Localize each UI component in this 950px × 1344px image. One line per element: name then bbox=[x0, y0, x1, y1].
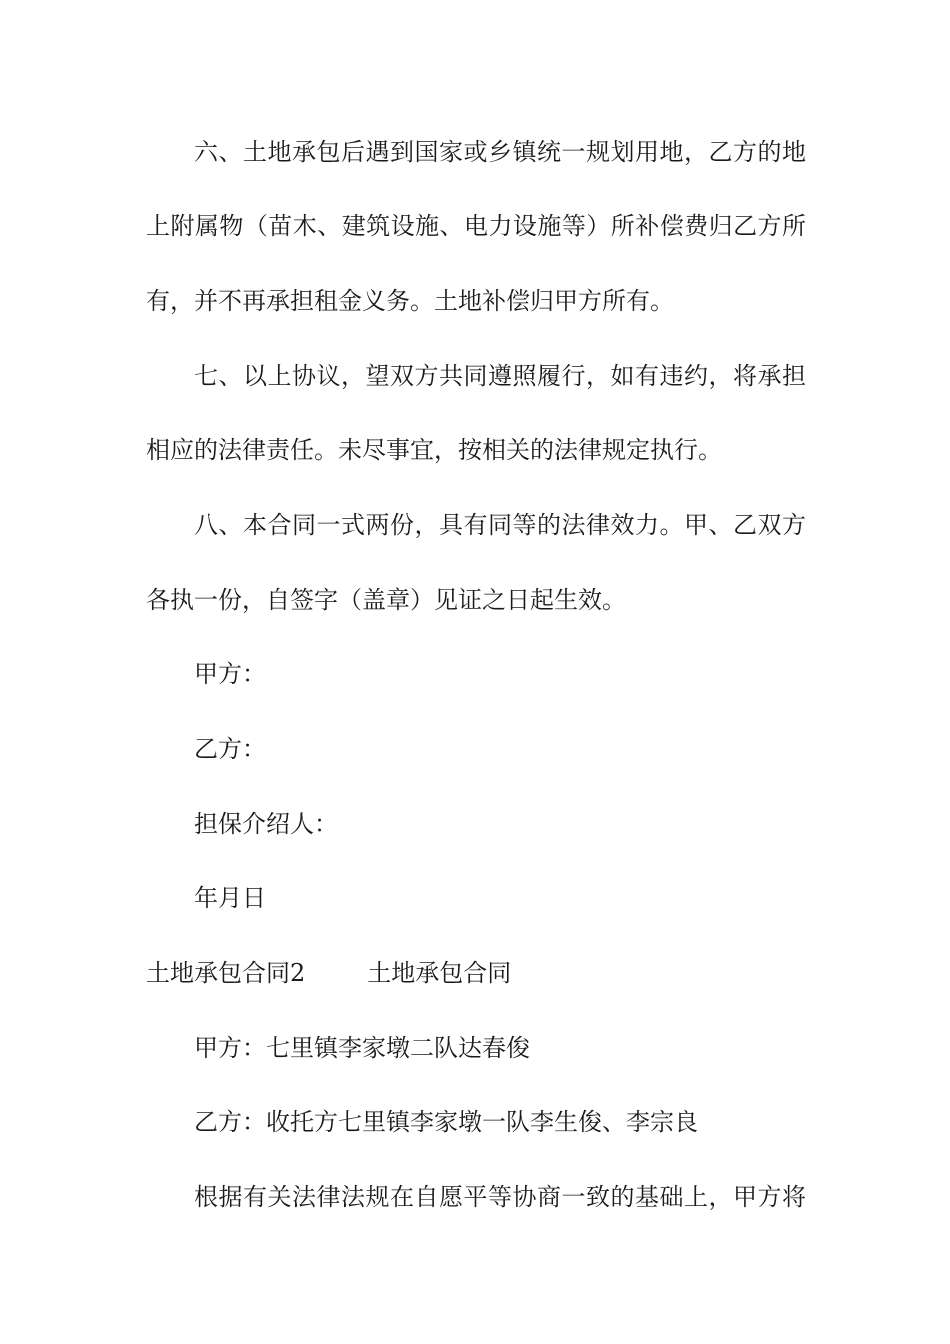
signature-date: 年月日 bbox=[194, 884, 266, 912]
signature-guarantor: 担保介绍人： bbox=[194, 810, 338, 838]
clause-seven-line-1: 七、以上协议，望双方共同遵照履行，如有违约，将承担 bbox=[194, 362, 806, 390]
clause-six-line-1: 六、土地承包后遇到国家或乡镇统一规划用地，乙方的地 bbox=[194, 138, 806, 166]
clause-eight-line-1: 八、本合同一式两份，具有同等的法律效力。甲、乙双方 bbox=[194, 511, 806, 539]
second-contract-party-b: 乙方：收托方七里镇李家墩一队李生俊、李宗良 bbox=[194, 1108, 698, 1136]
contract-title: 土地承包合同 bbox=[367, 959, 512, 987]
clause-six-line-2: 上附属物（苗木、建筑设施、电力设施等）所补偿费归乙方所 bbox=[146, 212, 806, 240]
clause-seven-line-2: 相应的法律责任。未尽事宜，按相关的法律规定执行。 bbox=[146, 436, 722, 464]
clause-six-line-3: 有，并不再承担租金义务。土地补偿归甲方所有。 bbox=[146, 287, 674, 315]
signature-party-b: 乙方： bbox=[194, 735, 266, 763]
section-label: 土地承包合同2 bbox=[146, 959, 306, 987]
signature-party-a: 甲方： bbox=[194, 660, 266, 688]
second-contract-heading bbox=[146, 955, 511, 991]
clause-eight-line-2: 各执一份，自签字（盖章）见证之日起生效。 bbox=[146, 586, 626, 614]
second-contract-party-a: 甲方：七里镇李家墩二队达春俊 bbox=[194, 1034, 530, 1062]
second-contract-intro-line-1: 根据有关法律法规在自愿平等协商一致的基础上，甲方将 bbox=[194, 1183, 806, 1211]
